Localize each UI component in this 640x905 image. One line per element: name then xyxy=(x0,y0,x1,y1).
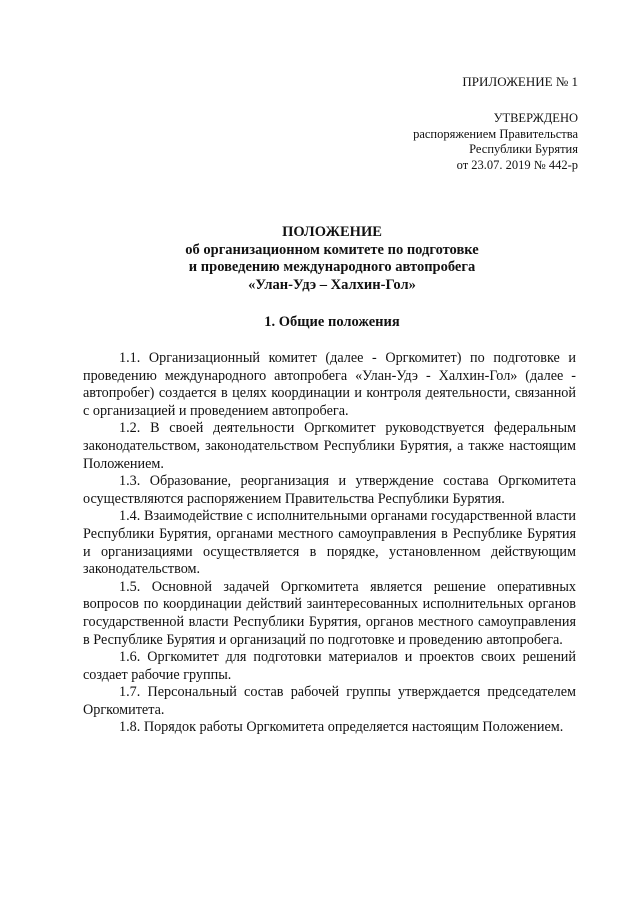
approval-date-number: от 23.07. 2019 № 442-р xyxy=(456,157,578,172)
approval-heading: УТВЕРЖДЕНО xyxy=(493,111,578,125)
appendix-label: ПРИЛОЖЕНИЕ № 1 xyxy=(462,74,578,89)
approval-stamp xyxy=(413,111,578,173)
paragraph: 1.1. Организационный комитет (далее - Оргкомитет) по подготовке и проведению международного автопробега «Улан-Удэ - Халхин-Гол» (далее - автопробег) создается в целях координации и контроля деятельности, связанной с организацией и проведением автопробега. xyxy=(83,350,576,419)
approval-region: Республики Бурятия xyxy=(469,142,578,156)
title-line-4: «Улан-Удэ – Халхин-Гол» xyxy=(248,276,416,293)
paragraph: 1.2. В своей деятельности Оргкомитет руководствуется федеральным законодательством, законодательством Республики Бурятия, а также настоящим Положением. xyxy=(83,420,576,472)
paragraph: 1.6. Оргкомитет для подготовки материалов и проектов своих решений создает рабочие группы. xyxy=(83,649,576,683)
title-line-3: и проведению международного автопробега xyxy=(188,259,476,275)
paragraph: 1.3. Образование, реорганизация и утверждение состава Оргкомитета осуществляются распоряжением Правительства Республики Бурятия. xyxy=(83,473,576,507)
paragraph: 1.5. Основной задачей Оргкомитета является решение оперативных вопросов по координации действий заинтересованных исполнительных органов государственной власти Республики Бурятия, органов местного самоуправления в Республике Бурятия и организаций по подготовке и проведению автопробега. xyxy=(83,578,576,648)
section-body xyxy=(83,350,576,737)
paragraph: 1.4. Взаимодействие с исполнительными органами государственной власти Республики Бурятия, органами местного самоуправления в Республике Бурятия и организациями осуществляется в порядке, установленном действующим законодательством. xyxy=(83,508,576,578)
document-title xyxy=(82,224,582,294)
title-line-1: ПОЛОЖЕНИЕ xyxy=(282,224,382,240)
title-line-2: об организационном комитете по подготовке xyxy=(185,241,479,258)
paragraph: 1.8. Порядок работы Оргкомитета определяется настоящим Положением. xyxy=(119,719,564,736)
approval-authority: распоряжением Правительства xyxy=(413,126,578,141)
paragraph: 1.7. Персональный состав рабочей группы утверждается председателем Оргкомитета. xyxy=(83,684,576,718)
section-heading: 1. Общие положения xyxy=(264,314,400,330)
